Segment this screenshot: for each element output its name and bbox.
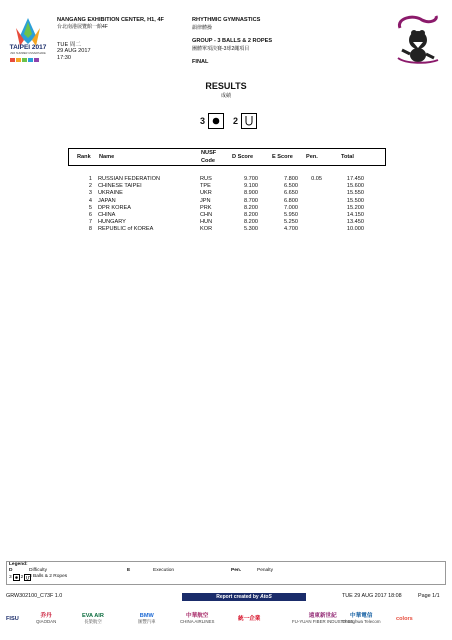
sponsor-strip bbox=[6, 604, 446, 634]
report-code: GRW302100_C73F 1.0 bbox=[6, 593, 63, 599]
cell-rank: 4 bbox=[88, 197, 92, 204]
sponsor-name: 中華航空 bbox=[186, 613, 209, 619]
competition-date: 29 AUG 2017 bbox=[57, 48, 91, 54]
sponsor-subtitle: CHINA AIRLINES bbox=[180, 619, 215, 624]
cell-rank: 7 bbox=[88, 219, 92, 226]
legend-d-key: D bbox=[9, 567, 13, 573]
sponsor-logo bbox=[396, 608, 413, 630]
table-row bbox=[68, 176, 386, 183]
apparatus-indicator bbox=[200, 113, 257, 129]
cell-pen: 0.05 bbox=[311, 176, 322, 182]
cell-total: 10.000 bbox=[346, 226, 364, 233]
cell-e: 4.700 bbox=[284, 226, 298, 233]
cell-total: 14.150 bbox=[346, 211, 364, 218]
event-title: GROUP - 3 BALLS & 2 ROPES bbox=[192, 38, 273, 44]
sponsor-name: 遠東新世紀 bbox=[308, 613, 337, 619]
sponsor-logo bbox=[36, 608, 56, 630]
cell-total: 15.500 bbox=[346, 197, 364, 204]
legend-apparatus-label: 3 Balls & 2 Ropes bbox=[29, 574, 68, 579]
legend-title: Legend: bbox=[9, 562, 28, 567]
cell-name: UKRAINE bbox=[98, 190, 123, 197]
mascot-logo bbox=[392, 14, 442, 66]
sport-title: RHYTHMIC GYMNASTICS bbox=[192, 17, 261, 23]
cell-code: TPE bbox=[200, 183, 211, 190]
col-code: Code bbox=[201, 157, 215, 164]
legend-ball-icon bbox=[13, 574, 20, 581]
cell-d: 8.700 bbox=[244, 197, 258, 204]
sport-title-chinese: 韻律體操 bbox=[192, 25, 213, 31]
sponsor-subtitle: 長榮航空 bbox=[84, 619, 102, 624]
table-row bbox=[68, 205, 386, 212]
sponsor-name: BMW bbox=[139, 613, 154, 619]
legend-e-label: Execution bbox=[153, 567, 175, 573]
cell-d: 8.200 bbox=[244, 219, 258, 226]
cell-total: 17.450 bbox=[346, 176, 364, 182]
ball-icon bbox=[208, 113, 224, 129]
cell-total: 15.550 bbox=[346, 190, 364, 197]
col-name: Name bbox=[99, 154, 115, 160]
cell-d: 9.100 bbox=[244, 183, 258, 190]
competition-time: 17:30 bbox=[57, 55, 71, 61]
venue-name: NANGANG EXHIBITION CENTER, H1, 4F bbox=[57, 17, 164, 23]
logo-subtext: 29th SUMMER UNIVERSIADE bbox=[10, 52, 46, 55]
sponsor-name: 統一企業 bbox=[238, 615, 261, 622]
col-e-score: E Score bbox=[272, 154, 293, 160]
sponsor-logo bbox=[138, 608, 156, 630]
colored-stars bbox=[10, 58, 39, 62]
logo-text: TAIPEI 2017 bbox=[9, 44, 47, 51]
sponsor-logo bbox=[238, 608, 260, 630]
cell-rank: 6 bbox=[88, 211, 92, 218]
rope-count: 2 bbox=[233, 116, 239, 126]
page-title-chinese: 成績 bbox=[220, 93, 231, 99]
cell-name: HUNGARY bbox=[98, 219, 126, 226]
cell-e: 6.500 bbox=[284, 183, 298, 190]
cell-e: 5.950 bbox=[284, 211, 298, 218]
sponsor-logo bbox=[82, 608, 104, 630]
sponsor-logo bbox=[6, 608, 19, 630]
ball-count: 3 bbox=[200, 116, 206, 126]
sponsor-name: FISU bbox=[6, 615, 19, 622]
page-title: RESULTS bbox=[205, 81, 247, 91]
cell-e: 6.650 bbox=[284, 190, 298, 197]
report-datetime: TUE 29 AUG 2017 18:08 bbox=[342, 593, 402, 599]
results-table-body bbox=[68, 176, 386, 234]
table-row bbox=[68, 183, 386, 190]
venue-name-chinese: 台北南港展覽館一館4F bbox=[57, 24, 108, 30]
cell-rank: 2 bbox=[88, 183, 92, 190]
sponsor-subtitle: 匯豐汽車 bbox=[138, 619, 156, 624]
sponsor-subtitle: FU-YUAN FIBER INDUSTRIES bbox=[292, 619, 354, 624]
table-row bbox=[68, 190, 386, 197]
legend-apparatus bbox=[9, 574, 31, 581]
phase-title: FINAL bbox=[192, 59, 209, 65]
cell-rank: 5 bbox=[88, 204, 92, 211]
cell-name: CHINA bbox=[98, 211, 116, 218]
cell-name: RUSSIAN FEDERATION bbox=[98, 176, 161, 182]
cell-name: JAPAN bbox=[98, 197, 116, 204]
cell-e: 7.000 bbox=[284, 204, 298, 211]
cell-d: 8.200 bbox=[244, 211, 258, 218]
rope-icon bbox=[241, 113, 257, 129]
report-created-label: Report created by bbox=[216, 594, 259, 600]
col-rank: Rank bbox=[77, 154, 91, 160]
table-row bbox=[68, 198, 386, 205]
col-total: Total bbox=[341, 154, 354, 160]
cell-code: JPN bbox=[200, 197, 211, 204]
cell-d: 8.900 bbox=[244, 190, 258, 197]
cell-rank: 3 bbox=[88, 190, 92, 197]
sponsor-name: colors bbox=[396, 615, 413, 622]
results-table-header bbox=[68, 148, 386, 166]
cell-rank: 1 bbox=[88, 176, 92, 182]
mascot-icon bbox=[392, 14, 442, 66]
legend-rope-count: 2 bbox=[20, 574, 24, 580]
cell-d: 9.700 bbox=[244, 176, 258, 182]
legend-pen-key: Pen. bbox=[231, 567, 242, 573]
cell-code: PRK bbox=[200, 204, 212, 211]
cell-name: DPR KOREA bbox=[98, 204, 131, 211]
cell-e: 5.250 bbox=[284, 219, 298, 226]
legend-pen-label: Penalty bbox=[257, 567, 273, 573]
sponsor-subtitle: Chunghwa Telecom bbox=[342, 619, 381, 624]
cell-d: 5.300 bbox=[244, 226, 258, 233]
cell-name: REPUBLIC of KOREA bbox=[98, 226, 154, 233]
legend-ball-count: 3 bbox=[9, 574, 12, 580]
report-created-bar bbox=[182, 593, 306, 601]
sponsor-subtitle: QIAODAN bbox=[36, 619, 57, 624]
col-d-score: D Score bbox=[232, 154, 254, 160]
legend-e-key: E bbox=[127, 567, 131, 573]
cell-code: RUS bbox=[200, 176, 212, 182]
cell-code: HUN bbox=[200, 219, 213, 226]
sponsor-name: 乔丹 bbox=[40, 613, 52, 619]
col-pen: Pen. bbox=[306, 154, 318, 160]
col-nusf: NUSF bbox=[201, 150, 217, 156]
sponsor-logo bbox=[342, 608, 380, 630]
cell-name: CHINESE TAIPEI bbox=[98, 183, 142, 190]
sponsor-logo bbox=[180, 608, 214, 630]
competition-day: TUE 周二 bbox=[57, 42, 81, 48]
cell-total: 15.600 bbox=[346, 183, 364, 190]
cell-e: 7.800 bbox=[284, 176, 298, 182]
page-number: Page 1/1 bbox=[418, 593, 440, 599]
atos-brand: AtoS bbox=[260, 594, 272, 600]
cell-rank: 8 bbox=[88, 226, 92, 233]
cell-d: 8.200 bbox=[244, 204, 258, 211]
table-row bbox=[68, 226, 386, 233]
table-row bbox=[68, 219, 386, 226]
cell-total: 13.450 bbox=[346, 219, 364, 226]
legend-box bbox=[6, 561, 446, 585]
sponsor-name: 中華電信 bbox=[350, 613, 373, 619]
event-title-chinese: 團體單項決賽-3球2繩項目 bbox=[192, 46, 250, 52]
cell-total: 15.200 bbox=[346, 204, 364, 211]
cell-code: KOR bbox=[200, 226, 213, 233]
cell-code: CHN bbox=[200, 211, 213, 218]
sponsor-name: EVA AIR bbox=[82, 613, 104, 619]
legend-d-label: Difficulty bbox=[29, 567, 48, 573]
cell-e: 6.800 bbox=[284, 197, 298, 204]
cell-code: UKR bbox=[200, 190, 212, 197]
universiade-logo bbox=[6, 14, 50, 66]
table-row bbox=[68, 212, 386, 219]
